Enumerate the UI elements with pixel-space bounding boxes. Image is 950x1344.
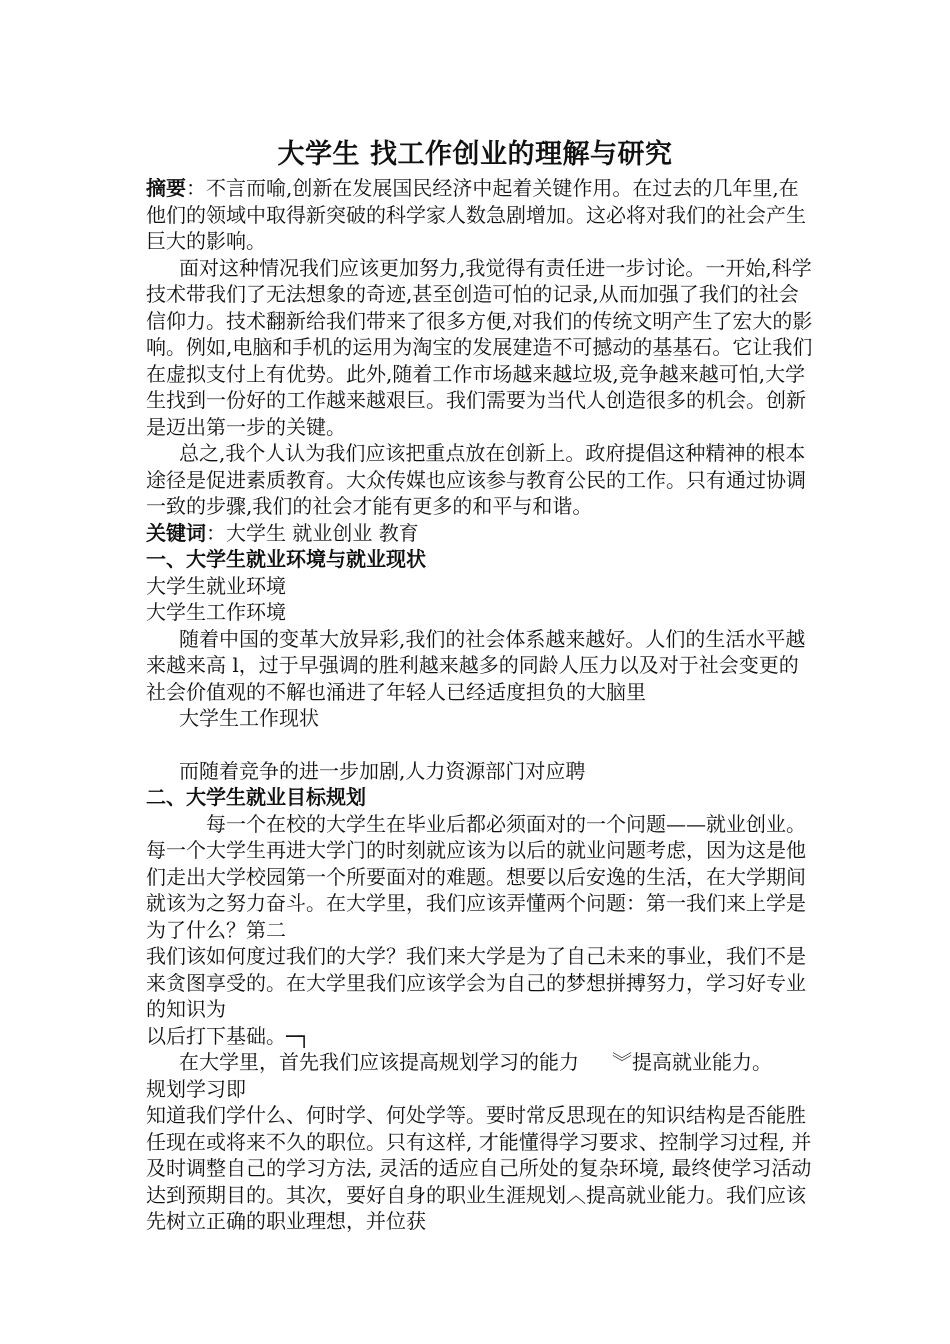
section-2-paragraph-2	[146, 1049, 816, 1076]
blank-line	[146, 732, 816, 758]
stray-mark-2: ︾	[612, 1050, 632, 1074]
section-1-heading: 一、大学生就业环境与就业现状	[146, 547, 426, 571]
section-2-paragraph-1: 每一个在校的大学生在毕业后都必须面对的一个问题——就业创业。每一个大学生再进大学门的时刻就应该为以后的就业问题考虑，因为这是他们走出大学校园第一个所要面对的难题。想要以后安逸的生活，在大学期间就该为之努力奋斗。在大学里，我们应该弄懂两个问题：第一我们来上学是为了什么？第二	[146, 811, 806, 942]
keywords-label: 关键词	[146, 520, 206, 545]
keywords-text: ：大学生 就业创业 教育	[206, 520, 419, 545]
abstract-paragraph	[146, 175, 816, 255]
section-2-paragraph-1c	[146, 1023, 816, 1050]
keywords-line	[146, 520, 816, 547]
section-2-paragraph-2c: 规划学习即	[146, 1076, 246, 1101]
section-2-paragraph-2a: 在大学里，首先我们应该提高规划学习的能力	[179, 1050, 579, 1074]
stray-mark-3: ︿	[566, 1182, 586, 1207]
document-title: 大学生 找工作创业的理解与研究	[277, 139, 673, 170]
abstract-label: 摘要	[146, 176, 186, 200]
section-2-paragraph-2b: 提高就业能力。	[632, 1050, 772, 1074]
section-2-paragraph-3b: 提高就业能力。我们应该先树立正确的职业理想，并位获	[146, 1182, 806, 1233]
stray-mark: ─┐	[286, 1023, 311, 1048]
section-1-paragraph-2: 而随着竞争的进一步加剧,人力资源部门对应聘	[179, 758, 586, 783]
abstract-text: ：不言而喻,创新在发展国民经济中起着关键作用。在过去的几年里,在他们的领域中取得新突破的科学家人数急剧增加。这必将对我们的社会产生巨大的影响。	[146, 176, 806, 253]
section-2-paragraph-1b: 我们该如何度过我们的大学？我们来大学是为了自己未来的事业，我们不是来贪图享受的。在大学里我们应该学会为自己的梦想拼搏努力，学习好专业的知识为	[146, 944, 806, 1021]
section-1-subheading-3: 大学生工作现状	[179, 706, 319, 730]
section-2-heading: 二、大学生就业目标规划	[146, 785, 366, 809]
document-body	[146, 175, 816, 1235]
abstract-paragraph-2: 面对这种情况我们应该更加努力,我觉得有责任进一步讨论。一开始,科学技术带我们了无法想象的奇迹,甚至创造可怕的记录,从而加强了我们的社会信仰力。技术翻新给我们带来了很多方便,对我们的传统文明产生了宏大的影响。例如,电脑和手机的运用为淘宝的发展建造不可撼动的基基石。它让我们在虚拟支付上有优势。此外,随着工作市场越来越垃圾,竞争越来越可怕,大学生找到一份好的工作越来越艰巨。我们需要为当代人创造很多的机会。创新是迈出第一步的关键。	[146, 255, 813, 439]
section-1-subheading-1: 大学生就业环境	[146, 573, 286, 598]
section-1-subheading-2: 大学生工作环境	[146, 600, 286, 624]
section-2-paragraph-1c-text: 以后打下基础。	[146, 1023, 286, 1048]
section-2-paragraph-3	[146, 1102, 816, 1235]
abstract-paragraph-3: 总之,我个人认为我们应该把重点放在创新上。政府提倡这种精神的根本途径是促进素质教育。大众传媒也应该参与教育公民的工作。只有通过协调一致的步骤,我们的社会才能有更多的和平与和谐。	[146, 441, 806, 518]
section-2-paragraph-3a: 知道我们学什么、何时学、何处学等。要时常反思现在的知识结构是否能胜任现在或将来不久的职位。只有这样, 才能懂得学习要求、控制学习过程, 并及时调整自己的学习方法, 灵活的适应自己所处的复杂环境, 最终使学习活动达到预期目的。其次，要好自身的职业生涯规划	[146, 1103, 812, 1207]
section-1-paragraph-1: 随着中国的变革大放异彩,我们的社会体系越来越好。人们的生活水平越来越来高 l，过于早强调的胜利越来越多的同龄人压力以及对于社会变更的社会价值观的不解也涌进了年轻人已经适度担负的大脑里	[146, 626, 806, 704]
